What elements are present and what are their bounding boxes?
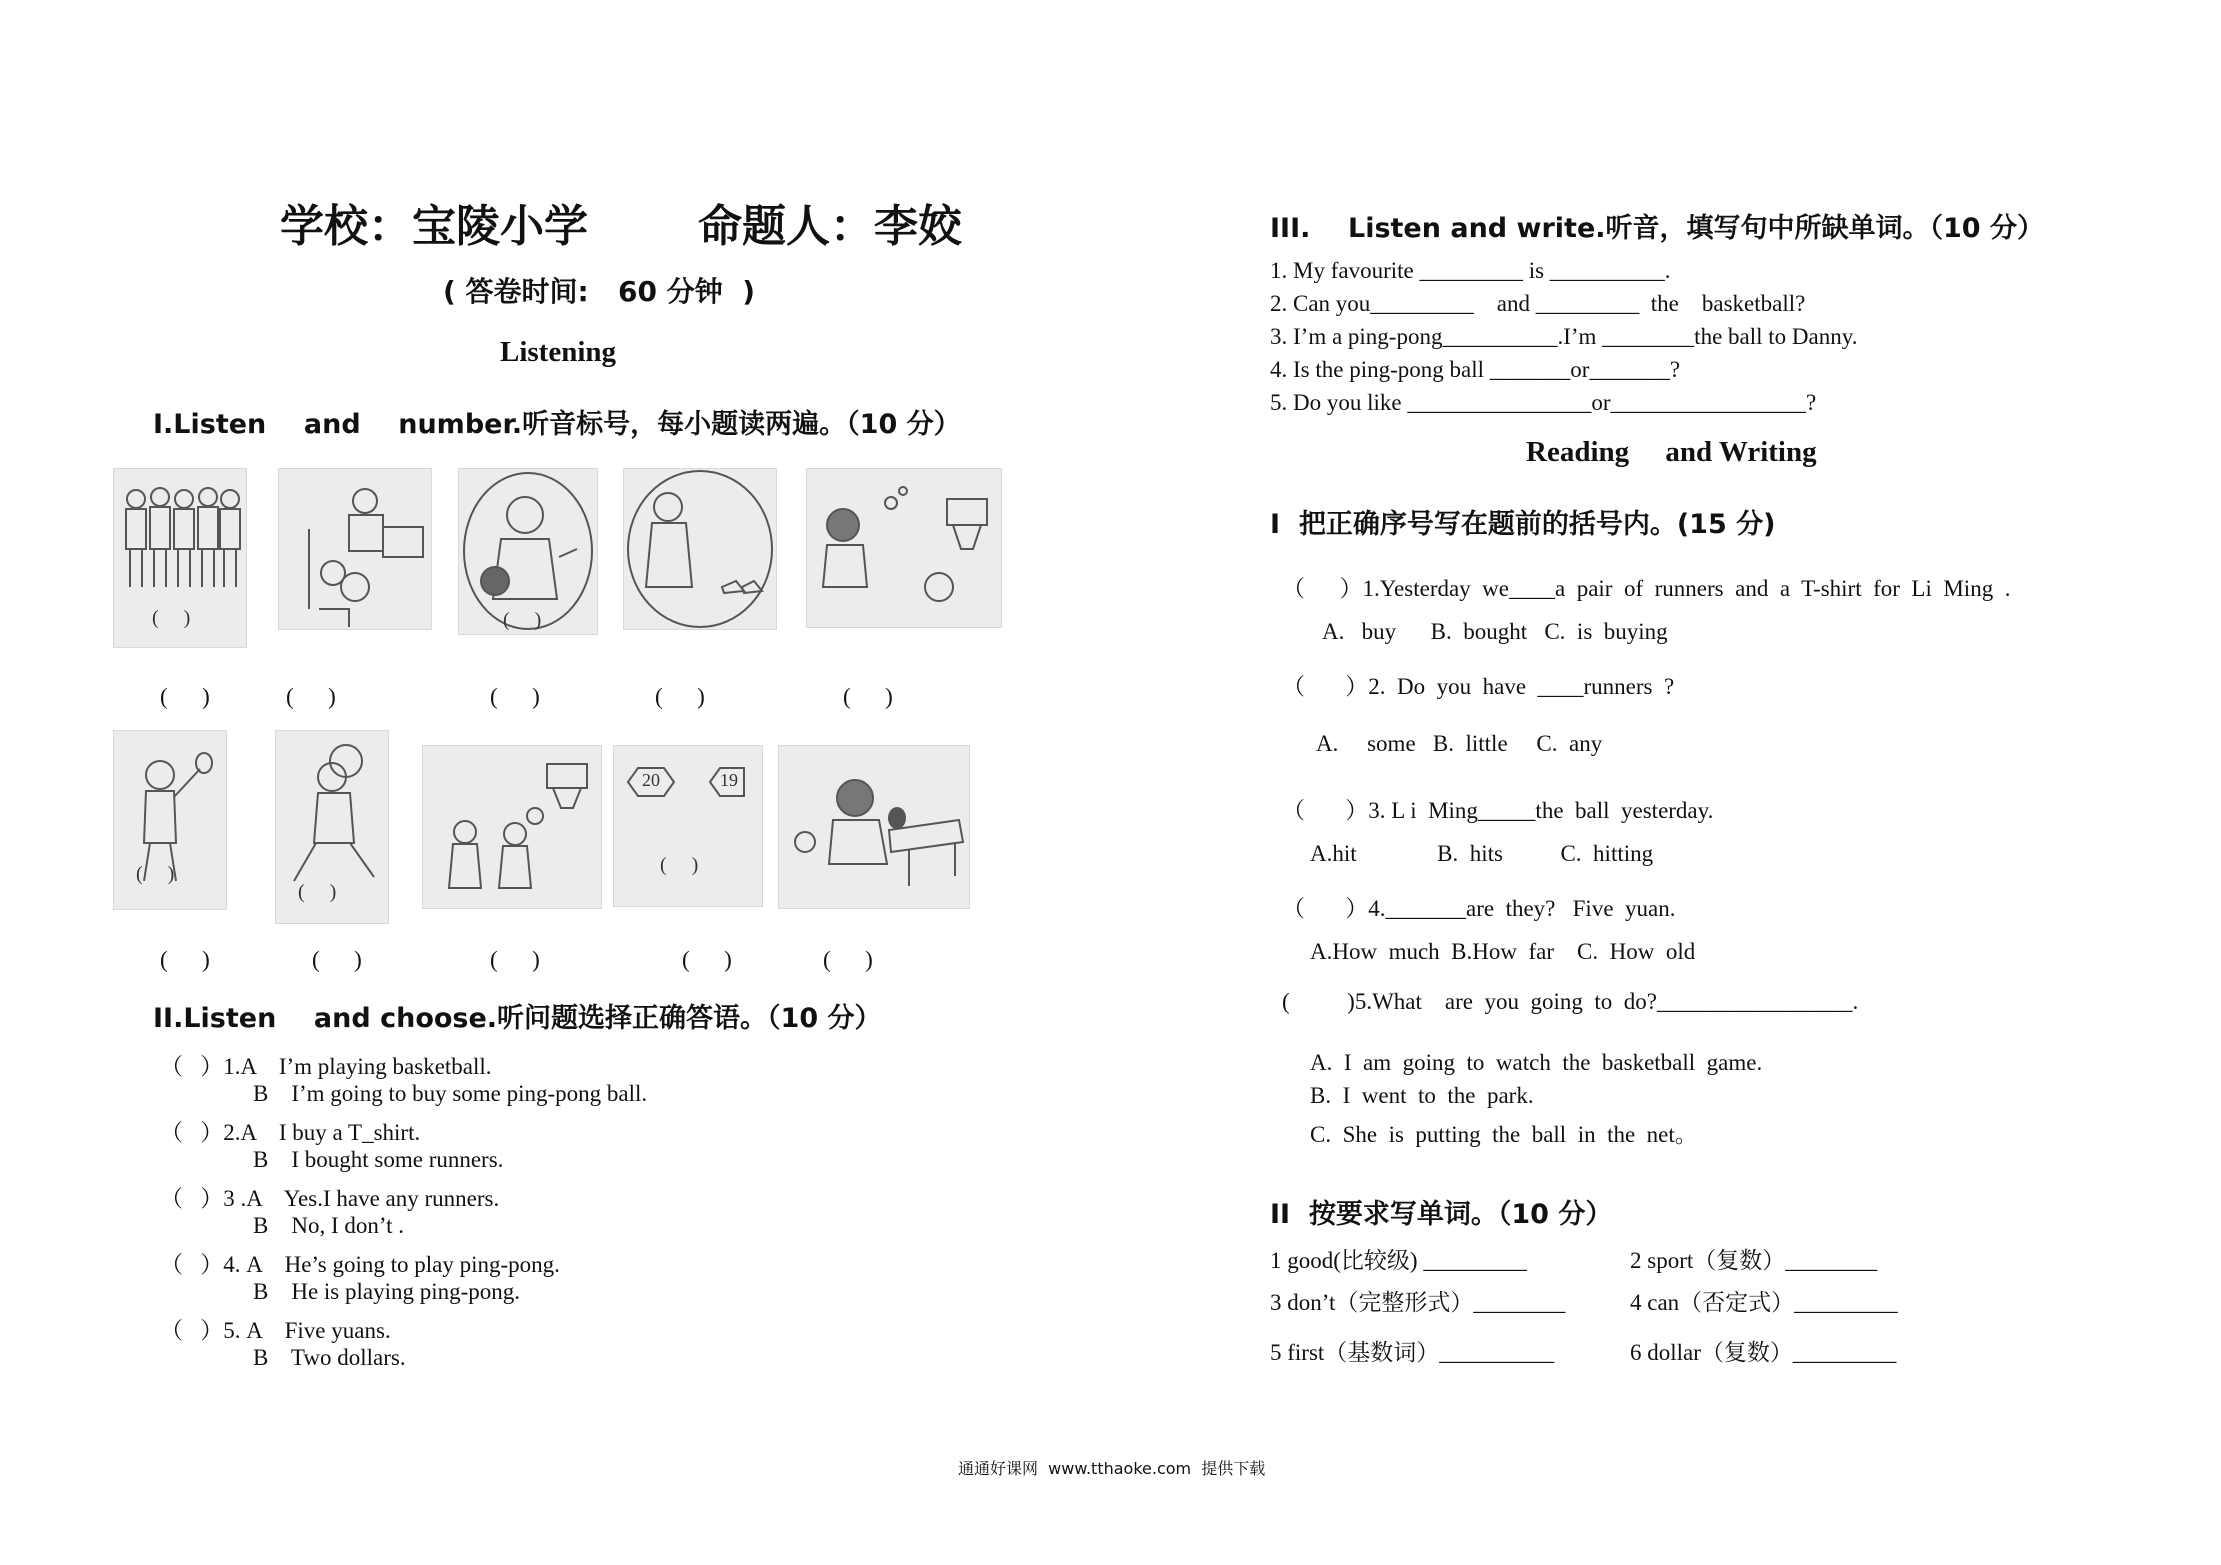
- reading-title: Reading and Writing: [1526, 436, 1817, 468]
- school-title: 学校：宝陵小学: [280, 201, 588, 252]
- number-20-label: 20: [642, 770, 660, 790]
- reading-q3-options: A.hit B. hits C. hitting: [1310, 841, 1654, 866]
- word-item-2: 2 sport（复数）________: [1630, 1248, 1878, 1273]
- basketball-team-picture: [113, 468, 247, 648]
- pic6-inner-label: ( ): [136, 863, 175, 885]
- choose-q2-a: （ ）2.A I buy a T_shirt.: [160, 1120, 421, 1145]
- row2-answer-3: ( ): [490, 947, 540, 972]
- man-with-runners-picture: [623, 468, 777, 630]
- word-item-5: 5 first（基数词）__________: [1270, 1340, 1555, 1365]
- row2-answer-4: ( ): [682, 947, 732, 972]
- reading-q3: （ ）3. L i Ming_____the ball yesterday.: [1282, 798, 1714, 823]
- row1-answer-2: ( ): [286, 684, 336, 709]
- word-item-4: 4 can（否定式）_________: [1630, 1290, 1898, 1315]
- number-19-label: 19: [720, 770, 738, 790]
- write-line-1: 1. My favourite _________ is __________.: [1270, 258, 1671, 283]
- pic7-inner-label: ( ): [298, 881, 337, 903]
- choose-q1-a: （ ）1.A I’m playing basketball.: [160, 1054, 492, 1079]
- reading-q1-options: A. buy B. bought C. is buying: [1322, 619, 1668, 644]
- author-title: 命题人：李姣: [698, 201, 962, 252]
- listening-title: Listening: [500, 336, 617, 368]
- shop-buying-picture: [278, 468, 432, 630]
- pic1-inner-label: ( ): [152, 607, 191, 629]
- reading-q5-option-c: C. She is putting the ball in the net。: [1310, 1122, 1698, 1147]
- exam-time: ( 答卷时间: 60 分钟 ): [443, 275, 755, 308]
- jumping-boy-picture: [275, 730, 389, 924]
- write-line-5: 5. Do you like ________________or_________________?: [1270, 390, 1817, 415]
- row2-answer-2: ( ): [312, 947, 362, 972]
- reading-part1-heading: I 把正确序号写在题前的括号内。(15 分): [1270, 509, 1776, 540]
- numbers-20-19-picture: [613, 745, 763, 907]
- pic9-inner-label: ( ): [660, 854, 699, 876]
- man-with-ball-picture: [458, 468, 598, 635]
- kids-basketball-picture: [422, 745, 602, 909]
- reading-q4-options: A.How much B.How far C. How old: [1310, 939, 1696, 964]
- reading-q5-option-a: A. I am going to watch the basketball game.: [1310, 1050, 1763, 1075]
- choose-q5-a: （ ）5. A Five yuans.: [160, 1318, 391, 1343]
- reading-q5-option-b: B. I went to the park.: [1310, 1083, 1534, 1108]
- choose-q1-b: B I’m going to buy some ping-pong ball.: [253, 1081, 648, 1106]
- choose-q5-b: B Two dollars.: [253, 1345, 406, 1370]
- word-item-6: 6 dollar（复数）_________: [1630, 1340, 1897, 1365]
- write-line-3: 3. I’m a ping-pong__________.I’m ________the ball to Danny.: [1270, 324, 1858, 349]
- choose-q4-b: B He is playing ping-pong.: [253, 1279, 521, 1304]
- footer-credit: 通通好课网 www.tthaoke.com 提供下载: [958, 1459, 1266, 1478]
- choose-q3-b: B No, I don’t .: [253, 1213, 404, 1238]
- reading-q4: （ ）4._______are they? Five yuan.: [1282, 896, 1676, 921]
- part3-heading: III. Listen and write.听音，填写句中所缺单词。（10 分）: [1270, 213, 2044, 244]
- reading-part2-heading: II 按要求写单词。（10 分）: [1270, 1199, 1613, 1230]
- choose-q4-a: （ ）4. A He’s going to play ping-pong.: [160, 1252, 560, 1277]
- row1-answer-3: ( ): [490, 684, 540, 709]
- reading-q5: ( )5.What are you going to do?_________________.: [1282, 989, 1859, 1014]
- part1-heading: I.Listen and number.听音标号，每小题读两遍。（10 分）: [153, 409, 961, 440]
- part2-heading: II.Listen and choose.听问题选择正确答语。（10 分）: [153, 1003, 882, 1034]
- reading-q1: （ ）1.Yesterday we____a pair of runners and a T-shirt for Li Ming .: [1282, 576, 2011, 601]
- choose-q2-b: B I bought some runners.: [253, 1147, 504, 1172]
- write-line-4: 4. Is the ping-pong ball _______or_______?: [1270, 357, 1681, 382]
- reading-q2: （ ）2. Do you have ____runners ?: [1282, 674, 1675, 699]
- write-line-2: 2. Can you_________ and _________ the basketball?: [1270, 291, 1806, 316]
- ping-pong-picture: [778, 745, 970, 909]
- pic3-inner-label: ( ): [503, 609, 542, 631]
- badminton-picture: [113, 730, 227, 910]
- word-item-3: 3 don’t（完整形式）________: [1270, 1290, 1566, 1315]
- word-item-1: 1 good(比较级) _________: [1270, 1248, 1527, 1273]
- row1-answer-1: ( ): [160, 684, 210, 709]
- row2-answer-1: ( ): [160, 947, 210, 972]
- choose-q3-a: （ ）3 .A Yes.I have any runners.: [160, 1186, 500, 1211]
- row1-answer-4: ( ): [655, 684, 705, 709]
- row2-answer-5: ( ): [823, 947, 873, 972]
- row1-answer-5: ( ): [843, 684, 893, 709]
- basketball-hoop-picture: [806, 468, 1002, 628]
- reading-q2-options: A. some B. little C. any: [1316, 731, 1603, 756]
